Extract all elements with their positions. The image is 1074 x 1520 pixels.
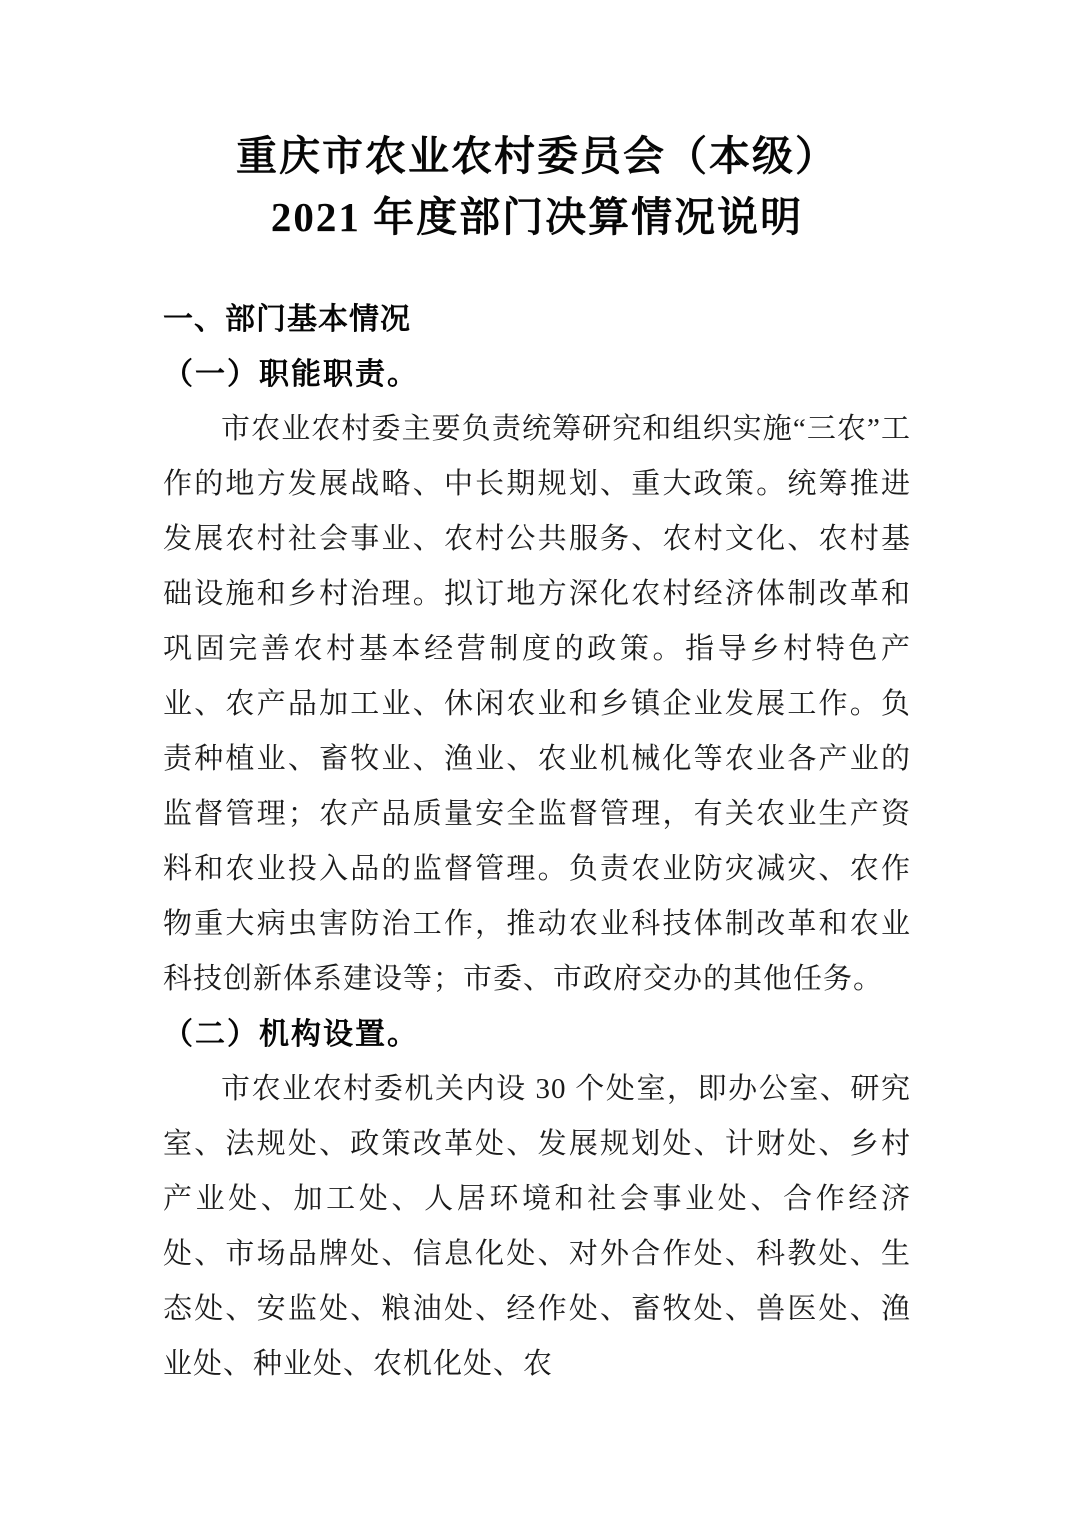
document-title-line1: 重庆市农业农村委员会（本级） — [236, 133, 838, 179]
document-body — [0, 292, 1074, 1392]
paragraph-duties: 市农业农村委主要负责统筹研究和组织实施“三农”工作的地方发展战略、中长期规划、重大政策。统筹推进发展农村社会事业、农村公共服务、农村文化、农村基础设施和乡村治理。拟订地方深化农村经济体制改革和巩固完善农村基本经营制度的政策。指导乡村特色产业、农产品加工业、休闲农业和乡镇企业发展工作。负责种植业、畜牧业、渔业、农业机械化等农业各产业的监督管理；农产品质量安全监督管理，有关农业生产资料和农业投入品的监督管理。负责农业防灾减灾、农作物重大病虫害防治工作，推动农业科技体制改革和农业科技创新体系建设等；市委、市政府交办的其他任务。 — [163, 413, 911, 995]
subsection-heading-duties: （一）职能职责。 — [163, 358, 419, 391]
subsection-heading-organization: （二）机构设置。 — [163, 1018, 419, 1051]
paragraph-organization: 市农业农村委机关内设 30 个处室，即办公室、研究室、法规处、政策改革处、发展规划处、计财处、乡村产业处、加工处、人居环境和社会事业处、合作经济处、市场品牌处、信息化处、对外合作处、科教处、生态处、安监处、粮油处、经作处、畜牧处、兽医处、渔业处、种业处、农机化处、农 — [163, 1073, 911, 1380]
document-title-line2: 2021 年度部门决算情况说明 — [270, 194, 804, 240]
document-title — [0, 0, 1074, 248]
section-heading-basic-info: 一、部门基本情况 — [163, 302, 411, 337]
